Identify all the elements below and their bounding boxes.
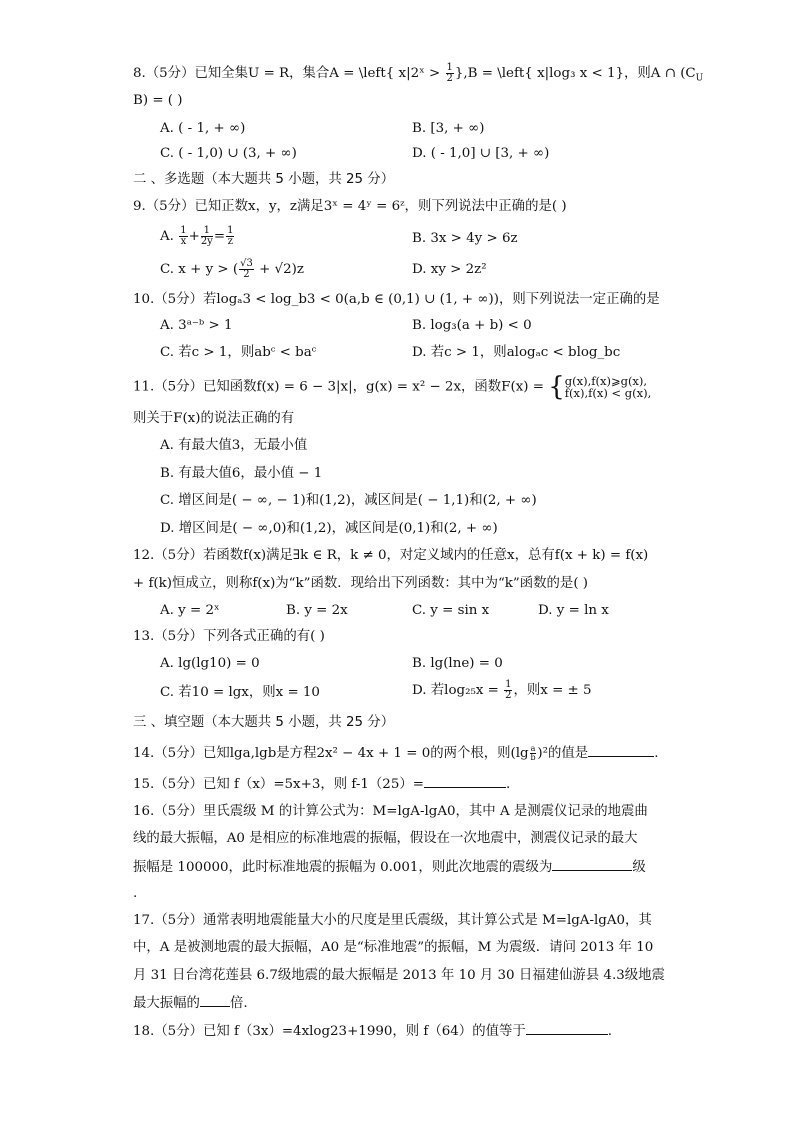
q17-answer-blank[interactable] bbox=[200, 992, 230, 1007]
q8-text-2: },B = \left{ x|log₃ x < 1}，则A ∩ (C bbox=[454, 66, 696, 81]
question-17-line-3: 月 31 日台湾花莲县 6.7级地震的最大振幅是 2013 年 10 月 30 日福建仙游县 4.3级地震 bbox=[133, 968, 665, 983]
q8-option-b[interactable]: B. [3, + ∞) bbox=[412, 121, 485, 136]
question-8-stem-cont: B) = ( ) bbox=[133, 93, 183, 108]
piecewise-cases: g(x),f(x)⩾g(x), f(x),f(x) < g(x), bbox=[564, 374, 652, 400]
q9-a-frac-1: $\frac{1}{x}$ bbox=[180, 225, 187, 247]
question-18-stem: 18.（5分）已知 f（3x）=4xlog23+1990，则 f（64）的值等于 . bbox=[133, 1020, 612, 1043]
q8-option-c[interactable]: C. ( - 1,0) ∪ (3, + ∞) bbox=[160, 146, 297, 161]
q12-option-a[interactable]: A. y = 2ˣ bbox=[160, 603, 220, 618]
question-16-line-1: 16.（5分）里氏震级 M 的计算公式为：M=lgA-lgA0，其中 A 是测震仪记录的地震曲 bbox=[133, 804, 648, 819]
q10-option-a[interactable]: A. 3ᵃ⁻ᵇ > 1 bbox=[160, 318, 233, 333]
q16-answer-blank[interactable] bbox=[552, 856, 632, 871]
q9-option-a[interactable]: A. $\frac{1}{x}$ + $\frac{1}{2y}$ = $\frac{1}{z}$ bbox=[160, 225, 234, 247]
q13-d-frac: $\frac{1}{2}$ bbox=[505, 679, 512, 701]
q13-option-a[interactable]: A. lg(lg10) = 0 bbox=[160, 656, 260, 671]
q9-a-frac-3: $\frac{1}{z}$ bbox=[227, 225, 234, 247]
q8-fraction: $\frac{1}{2}$ bbox=[446, 62, 453, 84]
q18-answer-blank[interactable] bbox=[526, 1020, 608, 1035]
q12-option-b[interactable]: B. y = 2x bbox=[286, 603, 348, 618]
question-8-stem bbox=[133, 63, 703, 90]
q8-option-a[interactable]: A. ( - 1, + ∞) bbox=[160, 121, 246, 136]
q13-option-c[interactable]: C. 若10 = lgx，则x = 10 bbox=[160, 685, 320, 700]
question-12-stem: 12.（5分）若函数f(x)满足∃k ∈ R，k ≠ 0，对定义域内的任意x，总有f(x + k) = f(x) bbox=[133, 548, 649, 563]
q9-option-c[interactable]: C. x + y > ( $\frac{√3}{2}$ + √2)z bbox=[160, 258, 304, 280]
q13-option-b[interactable]: B. lg(lne) = 0 bbox=[412, 656, 503, 671]
question-13-stem: 13.（5分）下列各式正确的有( ) bbox=[133, 629, 325, 644]
section-3-heading: 三 、填空题（本大题共 5 小题，共 25 分） bbox=[133, 715, 395, 730]
question-11-stem: 11.（5分）已知函数f(x) = 6 − 3|x|，g(x) = x² − 2x，函数F(x) = { g(x),f(x)⩾g(x), f(x),f(x) < g(x), bbox=[133, 372, 652, 402]
q9-a-frac-2: $\frac{1}{2y}$ bbox=[200, 225, 213, 247]
question-11-stem-cont: 则关于F(x)的说法正确的有 bbox=[133, 411, 295, 426]
q10-option-d[interactable]: D. 若c > 1，则alogₐc < blog_bc bbox=[412, 345, 621, 360]
question-9-stem: 9.（5分）已知正数x，y，z满足3ˣ = 4ʸ = 6ᶻ，则下列说法中正确的是( ) bbox=[133, 199, 567, 214]
question-16-line-3: 振幅是 100000，此时标准地震的振幅为 0.001，则此次地震的震级为 级 bbox=[133, 856, 646, 879]
question-16-line-4: . bbox=[133, 886, 138, 901]
question-15-stem: 15.（5分）已知 f（x）=5x+3，则 f-1（25）= . bbox=[133, 773, 510, 796]
piecewise-brace: { bbox=[548, 372, 565, 402]
q10-option-c[interactable]: C. 若c > 1，则abᶜ < baᶜ bbox=[160, 345, 317, 360]
q11-option-b[interactable]: B. 有最大值6，最小值 − 1 bbox=[160, 466, 323, 481]
question-12-stem-cont: + f(k)恒成立，则称f(x)为“k”函数．现给出下列函数：其中为“k”函数的是( ) bbox=[133, 576, 589, 591]
q12-option-c[interactable]: C. y = sin x bbox=[412, 603, 490, 618]
question-10-stem: 10.（5分）若logₐ3 < log_b3 < 0(a,b ∈ (0,1) ∪ (1, + ∞))，则下列说法一定正确的是 bbox=[133, 292, 660, 307]
q10-option-b[interactable]: B. log₃(a + b) < 0 bbox=[412, 318, 532, 333]
question-17-line-2: 中，A 是被测地震的最大振幅，A0 是“标准地震”的振幅，M 为震级．请问 2013 年 10 bbox=[133, 940, 654, 955]
q9-c-frac: $\frac{√3}{2}$ bbox=[240, 258, 253, 280]
q15-answer-blank[interactable] bbox=[424, 773, 506, 788]
q14-frac: $\frac{a}{b}$ bbox=[530, 744, 536, 762]
question-17-line-4: 最大振幅的 倍. bbox=[133, 992, 248, 1015]
q9-option-d[interactable]: D. xy > 2z² bbox=[412, 262, 487, 277]
q8-option-d[interactable]: D. ( - 1,0] ∪ [3, + ∞) bbox=[412, 146, 550, 161]
q14-answer-blank[interactable] bbox=[588, 742, 654, 757]
q13-option-d[interactable]: D. 若log₂₅x = $\frac{1}{2}$ ，则x = ± 5 bbox=[412, 679, 592, 701]
q8-subscript: U bbox=[695, 73, 704, 84]
q9-option-b[interactable]: B. 3x > 4y > 6z bbox=[412, 231, 518, 246]
question-14-stem: 14.（5分）已知lga,lgb是方程2x² − 4x + 1 = 0的两个根，则(lg $\frac{a}{b}$ )²的值是 . bbox=[133, 744, 659, 762]
section-2-heading: 二 、多选题（本大题共 5 小题，共 25 分） bbox=[133, 172, 395, 187]
question-16-line-2: 线的最大振幅，A0 是相应的标准地震的振幅，假设在一次地震中，测震仪记录的最大 bbox=[133, 831, 638, 846]
question-17-line-1: 17.（5分）通常表明地震能量大小的尺度是里氏震级，其计算公式是 M=lgA-lgA0，其 bbox=[133, 913, 652, 928]
q11-option-c[interactable]: C. 增区间是( − ∞, − 1)和(1,2)，减区间是( − 1,1)和(2, + ∞) bbox=[160, 493, 537, 508]
q8-text-1: 8.（5分）已知全集U = R，集合A = \left{ x|2ˣ > bbox=[133, 66, 445, 81]
q11-option-a[interactable]: A. 有最大值3，无最小值 bbox=[160, 438, 308, 453]
q11-option-d[interactable]: D. 增区间是( − ∞,0)和(1,2)，减区间是(0,1)和(2, + ∞) bbox=[160, 521, 498, 536]
q12-option-d[interactable]: D. y = ln x bbox=[538, 603, 609, 618]
